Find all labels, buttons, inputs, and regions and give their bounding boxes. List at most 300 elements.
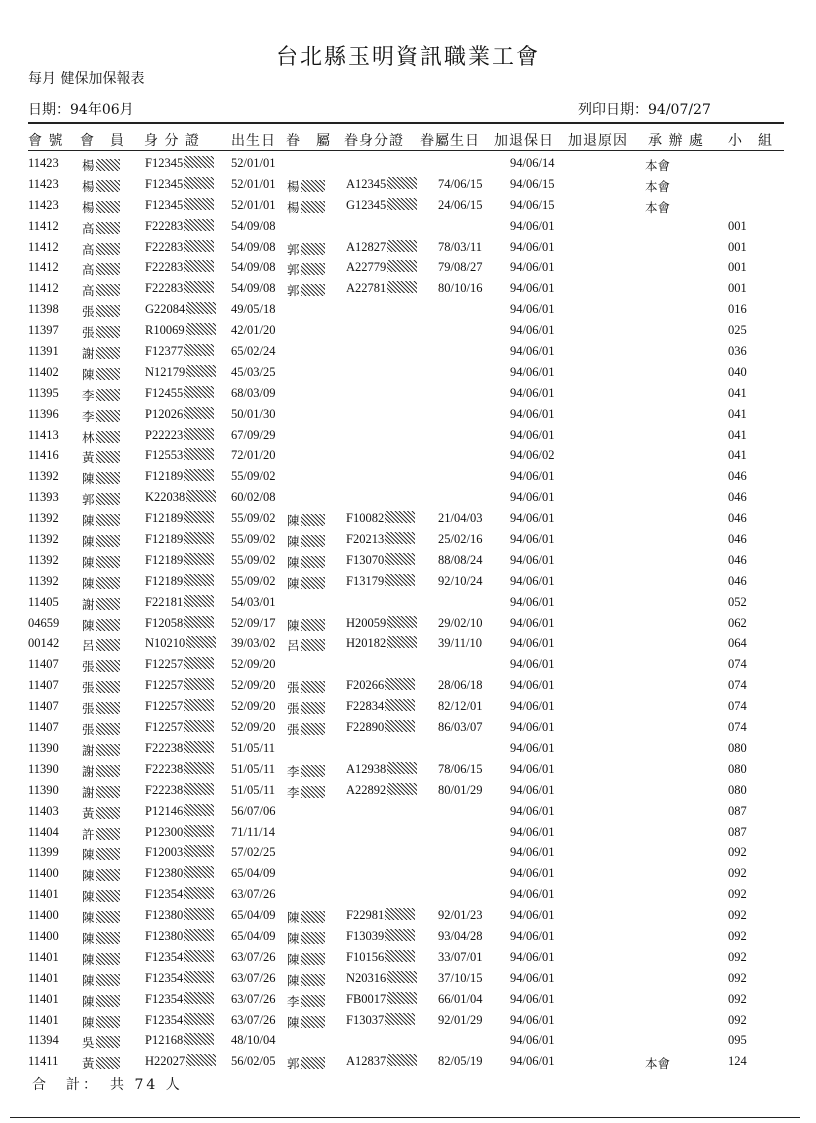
column-header-id-no: 身 分 證	[144, 133, 200, 149]
member-id-cell	[28, 616, 59, 631]
redaction-mask	[184, 448, 214, 460]
group-cell	[728, 219, 747, 234]
member-birth-date-cell	[231, 490, 275, 505]
member-id-text: 11412	[28, 218, 59, 233]
member-name-cell	[82, 1054, 120, 1072]
member-id-text: 11412	[28, 281, 59, 296]
group-cell	[728, 950, 747, 965]
member-birth-date-text: 65/02/24	[231, 344, 276, 359]
add-date-cell	[510, 887, 554, 902]
member-name-cell	[82, 908, 120, 926]
group-text: 041	[728, 406, 747, 421]
dependent-name-cell	[287, 636, 325, 654]
dependent-name-text: 陳	[287, 576, 300, 591]
dependent-birth-date-cell	[438, 177, 482, 192]
add-date-cell	[510, 929, 554, 944]
redaction-mask	[387, 762, 417, 774]
handler-cell	[645, 198, 670, 216]
member-id-number-text: F22283	[145, 218, 184, 233]
member-id-cell	[28, 804, 59, 819]
member-id-number-text: P12026	[145, 406, 184, 421]
member-birth-date-text: 63/07/26	[231, 970, 276, 985]
member-name-cell	[82, 783, 120, 801]
redaction-mask	[385, 699, 415, 711]
table-row	[0, 760, 816, 781]
dependent-name-text: 郭	[287, 242, 300, 257]
dependent-name-cell	[287, 971, 325, 989]
dependent-id-number-cell	[346, 574, 415, 589]
table-row	[0, 634, 816, 655]
member-id-number-cell	[145, 783, 214, 798]
group-text: 087	[728, 824, 747, 839]
member-name-text: 郭	[82, 493, 95, 508]
group-text: 092	[728, 1012, 747, 1027]
dependent-id-number-text: F13039	[346, 928, 385, 943]
member-name-cell	[82, 887, 120, 905]
table-row	[0, 655, 816, 676]
member-id-text: 11392	[28, 573, 59, 588]
member-id-cell	[28, 177, 59, 192]
member-id-text: 11412	[28, 239, 59, 254]
member-name-cell	[82, 240, 120, 258]
group-text: 046	[728, 552, 747, 567]
group-text: 064	[728, 636, 747, 651]
member-birth-date-text: 65/04/09	[231, 866, 276, 881]
member-id-number-text: F22283	[145, 281, 184, 296]
member-birth-date-text: 52/09/20	[231, 699, 276, 714]
add-date-cell	[510, 490, 554, 505]
add-date-text: 94/06/01	[510, 636, 555, 651]
add-date-cell	[510, 783, 554, 798]
member-id-cell	[28, 950, 59, 965]
member-id-cell	[28, 532, 59, 547]
member-name-cell	[82, 636, 120, 654]
member-id-number-cell	[145, 448, 214, 463]
add-date-cell	[510, 971, 554, 986]
member-id-cell	[28, 1054, 58, 1069]
member-name-text: 謝	[82, 597, 95, 612]
group-text: 092	[728, 866, 747, 881]
member-id-number-text: F12189	[145, 552, 184, 567]
member-name-cell	[82, 929, 120, 947]
table-row	[0, 488, 816, 509]
member-name-cell	[82, 804, 120, 822]
dependent-birth-date-text: 78/06/15	[438, 761, 483, 776]
redaction-mask	[184, 219, 214, 231]
redaction-mask	[301, 535, 325, 547]
redaction-mask	[96, 744, 120, 756]
member-id-cell	[28, 365, 59, 380]
member-id-number-text: F12189	[145, 532, 184, 547]
redaction-mask	[184, 845, 214, 857]
dependent-name-cell	[287, 720, 325, 738]
member-id-number-text: P12300	[145, 824, 184, 839]
member-name-text: 謝	[82, 743, 95, 758]
add-date-text: 94/06/01	[510, 281, 555, 296]
member-id-cell	[28, 448, 59, 463]
add-date-cell	[510, 741, 554, 756]
member-name-cell	[82, 281, 120, 299]
member-name-text: 陳	[82, 931, 95, 946]
redaction-mask	[184, 762, 214, 774]
redaction-mask	[184, 177, 214, 189]
handler-text: 本會	[645, 1057, 671, 1072]
redaction-mask	[96, 807, 120, 819]
table-row	[0, 990, 816, 1011]
member-name-text: 陳	[82, 911, 95, 926]
group-cell	[728, 845, 747, 860]
dependent-birth-date-text: 39/11/10	[438, 636, 482, 651]
member-name-text: 李	[82, 409, 95, 424]
table-row	[0, 154, 816, 175]
dependent-id-number-text: F13179	[346, 573, 385, 588]
member-id-number-cell	[145, 219, 214, 234]
redaction-mask	[387, 260, 417, 272]
member-id-number-text: F12189	[145, 511, 184, 526]
column-header-dependent-id: 眷身分證	[344, 133, 404, 149]
group-cell	[728, 929, 747, 944]
member-birth-date-cell	[231, 699, 275, 714]
dependent-name-cell	[287, 574, 325, 592]
add-date-text: 94/06/01	[510, 260, 555, 275]
member-id-text: 11393	[28, 490, 59, 505]
redaction-mask	[301, 201, 325, 213]
member-id-cell	[28, 156, 59, 171]
add-date-text: 94/06/01	[510, 532, 555, 547]
redaction-mask	[184, 866, 214, 878]
member-birth-date-cell	[231, 657, 275, 672]
member-id-number-text: F12380	[145, 908, 184, 923]
add-date-text: 94/06/01	[510, 615, 555, 630]
table-row	[0, 802, 816, 823]
dependent-birth-date-cell	[438, 532, 482, 547]
table-row	[0, 196, 816, 217]
member-name-text: 楊	[82, 200, 95, 215]
add-date-cell	[510, 1054, 554, 1069]
dependent-birth-date-cell	[438, 260, 482, 275]
member-id-cell	[28, 992, 59, 1007]
dependent-id-number-text: F13070	[346, 552, 385, 567]
member-birth-date-cell	[231, 950, 275, 965]
member-id-number-cell	[145, 762, 214, 777]
member-id-number-cell	[145, 741, 214, 756]
table-row	[0, 258, 816, 279]
member-birth-date-text: 45/03/25	[231, 364, 276, 379]
dependent-id-number-cell	[346, 699, 415, 714]
table-row	[0, 697, 816, 718]
dependent-name-text: 郭	[287, 284, 300, 299]
member-id-number-cell	[145, 1054, 216, 1069]
member-name-text: 陳	[82, 367, 95, 382]
member-name-cell	[82, 553, 120, 571]
redaction-mask	[186, 490, 216, 502]
group-text: 080	[728, 761, 747, 776]
member-id-number-text: F12345	[145, 176, 184, 191]
group-text: 062	[728, 615, 747, 630]
member-name-cell	[82, 720, 120, 738]
member-id-number-cell	[145, 177, 214, 192]
dependent-id-number-text: H20182	[346, 636, 387, 651]
member-id-text: 00142	[28, 636, 60, 651]
member-birth-date-text: 65/04/09	[231, 908, 276, 923]
redaction-mask	[387, 177, 417, 189]
member-name-text: 謝	[82, 347, 95, 362]
redaction-mask	[301, 180, 325, 192]
member-id-text: 11403	[28, 803, 59, 818]
add-date-text: 94/06/01	[510, 323, 555, 338]
add-date-cell	[510, 720, 554, 735]
member-name-cell	[82, 574, 120, 592]
add-date-text: 94/06/01	[510, 866, 555, 881]
header-rule-top	[28, 122, 784, 124]
dependent-name-text: 陳	[287, 911, 300, 926]
redaction-mask	[96, 598, 120, 610]
dependent-id-number-text: F10082	[346, 511, 385, 526]
dependent-id-number-text: F10156	[346, 949, 385, 964]
redaction-mask	[96, 263, 120, 275]
table-row	[0, 1011, 816, 1032]
member-id-number-cell	[145, 720, 214, 735]
dependent-birth-date-cell	[438, 908, 482, 923]
member-birth-date-cell	[231, 302, 275, 317]
table-row	[0, 823, 816, 844]
member-birth-date-text: 67/09/29	[231, 427, 276, 442]
member-id-number-text: H22027	[145, 1054, 186, 1069]
table-row	[0, 217, 816, 238]
redaction-mask	[184, 804, 214, 816]
add-date-text: 94/06/01	[510, 385, 555, 400]
member-id-text: 11423	[28, 176, 59, 191]
redaction-mask	[387, 783, 417, 795]
redaction-mask	[385, 720, 415, 732]
redaction-mask	[385, 929, 415, 941]
add-date-text: 94/06/01	[510, 824, 555, 839]
dependent-birth-date-cell	[438, 929, 482, 944]
member-id-text: 11407	[28, 678, 59, 693]
group-cell	[728, 1033, 747, 1048]
add-date-cell	[510, 908, 554, 923]
member-name-cell	[82, 845, 120, 863]
member-birth-date-cell	[231, 386, 275, 401]
redaction-mask	[301, 932, 325, 944]
dependent-birth-date-text: 33/07/01	[438, 949, 483, 964]
dependent-birth-date-cell	[438, 1054, 482, 1069]
member-id-number-cell	[145, 260, 214, 275]
add-date-text: 94/06/15	[510, 176, 555, 191]
dependent-name-text: 陳	[287, 1015, 300, 1030]
member-id-number-text: F12380	[145, 866, 184, 881]
add-date-text: 94/06/01	[510, 949, 555, 964]
member-id-text: 11400	[28, 928, 59, 943]
member-id-cell	[28, 323, 59, 338]
member-id-text: 11423	[28, 156, 59, 170]
member-name-text: 張	[82, 702, 95, 717]
dependent-birth-date-cell	[438, 720, 482, 735]
member-name-text: 高	[82, 284, 95, 299]
dependent-id-number-text: F22834	[346, 699, 385, 714]
redaction-mask	[184, 678, 214, 690]
dependent-name-text: 李	[287, 785, 300, 800]
member-id-number-text: F12354	[145, 991, 184, 1006]
dependent-id-number-cell	[346, 929, 415, 944]
redaction-mask	[385, 1013, 415, 1025]
member-birth-date-cell	[231, 260, 275, 275]
redaction-mask	[387, 1054, 417, 1066]
report-total: 合 計： 共 74 人	[32, 1077, 183, 1093]
member-birth-date-cell	[231, 845, 275, 860]
group-cell	[728, 553, 747, 568]
add-date-cell	[510, 428, 554, 443]
column-header-dependent: 眷 屬	[286, 133, 331, 149]
add-date-text: 94/06/01	[510, 1033, 555, 1048]
redaction-mask	[96, 1036, 120, 1048]
member-id-number-text: F12058	[145, 615, 184, 630]
redaction-mask	[96, 765, 120, 777]
member-name-text: 黃	[82, 806, 95, 821]
dependent-name-text: 呂	[287, 639, 300, 654]
member-name-text: 陳	[82, 472, 95, 487]
member-id-number-cell	[145, 1033, 214, 1048]
dependent-id-number-cell	[346, 971, 417, 986]
member-id-number-text: F12354	[145, 949, 184, 964]
dependent-id-number-text: A12827	[346, 239, 387, 254]
member-name-cell	[82, 490, 120, 508]
group-cell	[728, 636, 747, 651]
redaction-mask	[96, 222, 120, 234]
redaction-mask	[387, 616, 417, 628]
handler-cell	[645, 1054, 670, 1072]
table-row	[0, 405, 816, 426]
member-id-text: 11401	[28, 1012, 59, 1027]
member-name-cell	[82, 678, 120, 696]
add-date-text: 94/06/01	[510, 803, 555, 818]
member-name-text: 楊	[82, 159, 95, 173]
add-date-text: 94/06/01	[510, 740, 555, 755]
redaction-mask	[387, 992, 417, 1004]
dependent-id-number-cell	[346, 260, 417, 275]
member-id-text: 11392	[28, 532, 59, 547]
member-name-cell	[82, 344, 120, 362]
member-name-cell	[82, 971, 120, 989]
dependent-name-cell	[287, 908, 325, 926]
member-birth-date-cell	[231, 344, 275, 359]
print-date: 列印日期：94/07/27	[578, 102, 711, 118]
group-cell	[728, 657, 747, 672]
dependent-id-number-cell	[346, 281, 417, 296]
dependent-birth-date-text: 78/03/11	[438, 239, 482, 254]
member-id-number-cell	[145, 344, 214, 359]
group-cell	[728, 260, 747, 275]
redaction-mask	[184, 1013, 214, 1025]
group-text: 036	[728, 344, 747, 359]
member-id-cell	[28, 678, 59, 693]
add-date-text: 94/06/01	[510, 364, 555, 379]
member-name-cell	[82, 866, 120, 884]
group-cell	[728, 1054, 747, 1069]
member-id-number-cell	[145, 1013, 214, 1028]
member-id-text: 11395	[28, 385, 59, 400]
dependent-id-number-text: F13037	[346, 1012, 385, 1027]
member-id-cell	[28, 219, 59, 234]
redaction-mask	[96, 389, 120, 401]
redaction-mask	[96, 472, 120, 484]
member-name-cell	[82, 992, 120, 1010]
redaction-mask	[184, 616, 214, 628]
add-date-cell	[510, 156, 554, 171]
dependent-id-number-cell	[346, 908, 415, 923]
dependent-birth-date-text: 93/04/28	[438, 928, 483, 943]
member-name-text: 高	[82, 263, 95, 278]
dependent-name-cell	[287, 1054, 325, 1072]
redaction-mask	[96, 639, 120, 651]
member-birth-date-text: 54/09/08	[231, 281, 276, 296]
dependent-id-number-cell	[346, 636, 417, 651]
dependent-birth-date-text: 66/01/04	[438, 991, 483, 1006]
member-id-number-text: F12345	[145, 156, 184, 170]
member-id-cell	[28, 657, 59, 672]
redaction-mask	[385, 532, 415, 544]
dependent-birth-date-text: 79/08/27	[438, 260, 483, 275]
member-id-number-cell	[145, 574, 214, 589]
group-text: 046	[728, 511, 747, 526]
dependent-birth-date-text: 88/08/24	[438, 552, 483, 567]
member-birth-date-cell	[231, 365, 275, 380]
member-name-cell	[82, 1033, 120, 1051]
table-row	[0, 238, 816, 259]
redaction-mask	[301, 723, 325, 735]
redaction-mask	[184, 950, 214, 962]
add-date-cell	[510, 511, 554, 526]
member-id-text: 11401	[28, 991, 59, 1006]
redaction-mask	[385, 511, 415, 523]
group-text: 001	[728, 260, 747, 275]
column-header-add-date: 加退保日	[494, 133, 554, 149]
add-date-cell	[510, 532, 554, 547]
member-name-text: 張	[82, 305, 95, 320]
redaction-mask	[301, 786, 325, 798]
member-id-number-text: N12179	[145, 364, 186, 379]
dependent-birth-date-text: 74/06/15	[438, 176, 483, 191]
redaction-mask	[301, 1016, 325, 1028]
redaction-mask	[96, 159, 120, 171]
redaction-mask	[96, 660, 120, 672]
redaction-mask	[186, 636, 216, 648]
table-row	[0, 384, 816, 405]
group-text: 001	[728, 218, 747, 233]
redaction-mask	[96, 514, 120, 526]
dependent-id-number-text: F20213	[346, 532, 385, 547]
member-birth-date-cell	[231, 887, 275, 902]
dependent-id-number-cell	[346, 553, 415, 568]
dependent-name-cell	[287, 929, 325, 947]
member-id-cell	[28, 281, 59, 296]
member-birth-date-cell	[231, 929, 275, 944]
column-header-dependent-birth: 眷屬生日	[420, 133, 480, 149]
add-date-cell	[510, 845, 554, 860]
redaction-mask	[96, 911, 120, 923]
dependent-birth-date-text: 92/01/23	[438, 908, 483, 923]
member-id-number-text: P12146	[145, 803, 184, 818]
member-id-text: 11407	[28, 657, 59, 672]
dependent-birth-date-text: 28/06/18	[438, 678, 483, 693]
dependent-birth-date-cell	[438, 240, 482, 255]
dependent-name-text: 陳	[287, 973, 300, 988]
redaction-mask	[96, 347, 120, 359]
add-date-cell	[510, 323, 554, 338]
dependent-birth-date-cell	[438, 971, 482, 986]
redaction-mask	[96, 786, 120, 798]
add-date-cell	[510, 260, 554, 275]
